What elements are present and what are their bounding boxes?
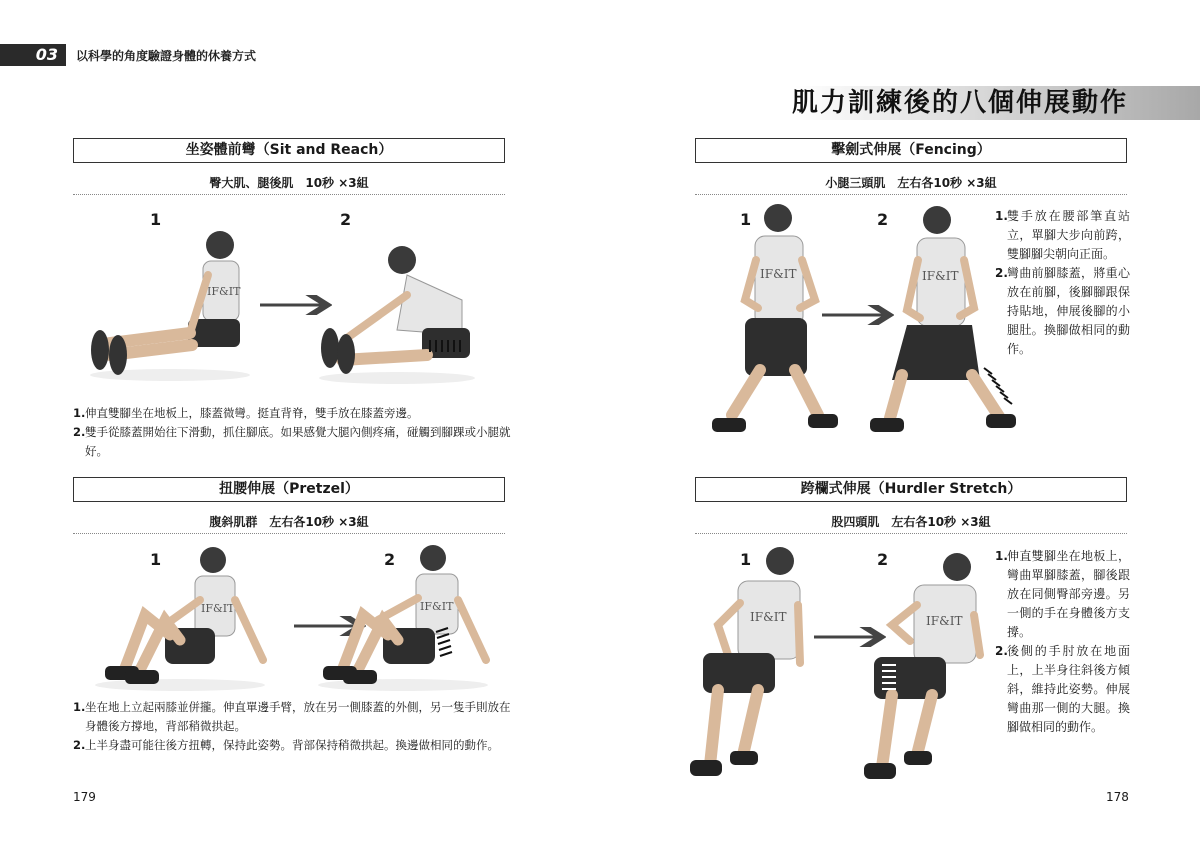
sit-reach-photo-1	[80, 215, 260, 390]
step-number-1: 1	[150, 550, 162, 569]
section-target-hurdler-stretch: 股四頭肌 左右各10秒 ×3組	[831, 515, 991, 529]
pretzel-photo-2	[308, 540, 498, 695]
chapter-number: 03	[0, 44, 66, 66]
shirt-logo: IF&IT	[207, 285, 241, 298]
instruction-item: 1. 坐在地上立起兩膝並併攏。伸直單邊手臂，放在另一側膝蓋的外側，另一隻手則放在身體後方撐地，背部稍微拱起。	[73, 700, 511, 733]
step-number-2: 2	[340, 210, 352, 229]
dotted-divider	[695, 533, 1127, 534]
dotted-divider	[695, 194, 1127, 195]
instructions-sit-and-reach	[73, 404, 513, 461]
section-target-sit-and-reach: 臀大肌、腿後肌 10秒 ×3組	[209, 176, 369, 190]
instruction-item: 2. 上半身盡可能往後方扭轉，保持此姿勢。背部保持稍微拱起。換邊做相同的動作。	[73, 738, 499, 752]
step-number-2: 2	[384, 550, 396, 569]
instruction-item: 2. 雙手從膝蓋開始往下滑動，抓住腳底。如果感覺大腿內側疼痛，碰觸到腳踝或小腿就好。	[73, 425, 511, 458]
sit-reach-photo-2	[312, 240, 482, 390]
instructions-pretzel	[73, 698, 513, 755]
step-number-1: 1	[740, 210, 752, 229]
page-number-left: 179	[73, 790, 96, 804]
instruction-item: 1. 雙手放在腰部筆直站立，單腳大步向前跨，雙腳腳尖朝向正面。	[995, 209, 1130, 261]
dotted-divider	[73, 533, 505, 534]
shirt-logo: IF&IT	[750, 610, 787, 624]
step-number-1: 1	[740, 550, 752, 569]
section-title-pretzel: 扭腰伸展（Pretzel）	[73, 477, 505, 502]
instruction-item: 1. 伸直雙腳坐在地板上，膝蓋微彎。挺直背脊，雙手放在膝蓋旁邊。	[73, 406, 419, 420]
section-title-hurdler-stretch: 跨欄式伸展（Hurdler Stretch）	[695, 477, 1127, 502]
pretzel-photo-1	[85, 540, 275, 695]
section-target-pretzel: 腹斜肌群 左右各10秒 ×3組	[209, 515, 369, 529]
dotted-divider	[73, 194, 505, 195]
section-title-sit-and-reach: 坐姿體前彎（Sit and Reach）	[73, 138, 505, 163]
chapter-title: 以科學的角度驗證身體的休養方式	[76, 49, 257, 63]
page-number-right: 178	[1106, 790, 1129, 804]
shirt-logo: IF&IT	[922, 269, 959, 283]
shirt-logo: IF&IT	[926, 614, 963, 628]
instruction-item: 2. 彎曲前腳膝蓋，將重心放在前腳，後腳腳跟保持貼地，伸展後腳的小腿肚。換腳做相同的動作。	[995, 266, 1130, 356]
instruction-item: 1. 伸直雙腳坐在地板上，彎曲單腳膝蓋，腳後跟放在同側臀部旁邊。另一側的手在身體後方支撐。	[995, 549, 1130, 639]
fencing-photo-1	[690, 200, 840, 442]
page-headline: 肌力訓練後的八個伸展動作	[791, 88, 1128, 118]
section-target-fencing: 小腿三頭肌 左右各10秒 ×3組	[825, 176, 997, 190]
hurdler-photo-1	[688, 545, 818, 785]
instructions-fencing	[995, 207, 1130, 359]
shirt-logo: IF&IT	[201, 602, 235, 615]
shirt-logo: IF&IT	[760, 267, 797, 281]
step-number-1: 1	[150, 210, 162, 229]
step-number-2: 2	[877, 550, 889, 569]
step-number-2: 2	[877, 210, 889, 229]
instructions-hurdler-stretch	[995, 547, 1130, 737]
shirt-logo: IF&IT	[420, 600, 454, 613]
instruction-item: 2. 後側的手肘放在地面上，上半身往斜後方傾斜，維持此姿勢。伸展彎曲那一側的大腿。換腳做相同的動作。	[995, 644, 1130, 734]
hurdler-photo-2	[862, 545, 992, 785]
section-title-fencing: 擊劍式伸展（Fencing）	[695, 138, 1127, 163]
